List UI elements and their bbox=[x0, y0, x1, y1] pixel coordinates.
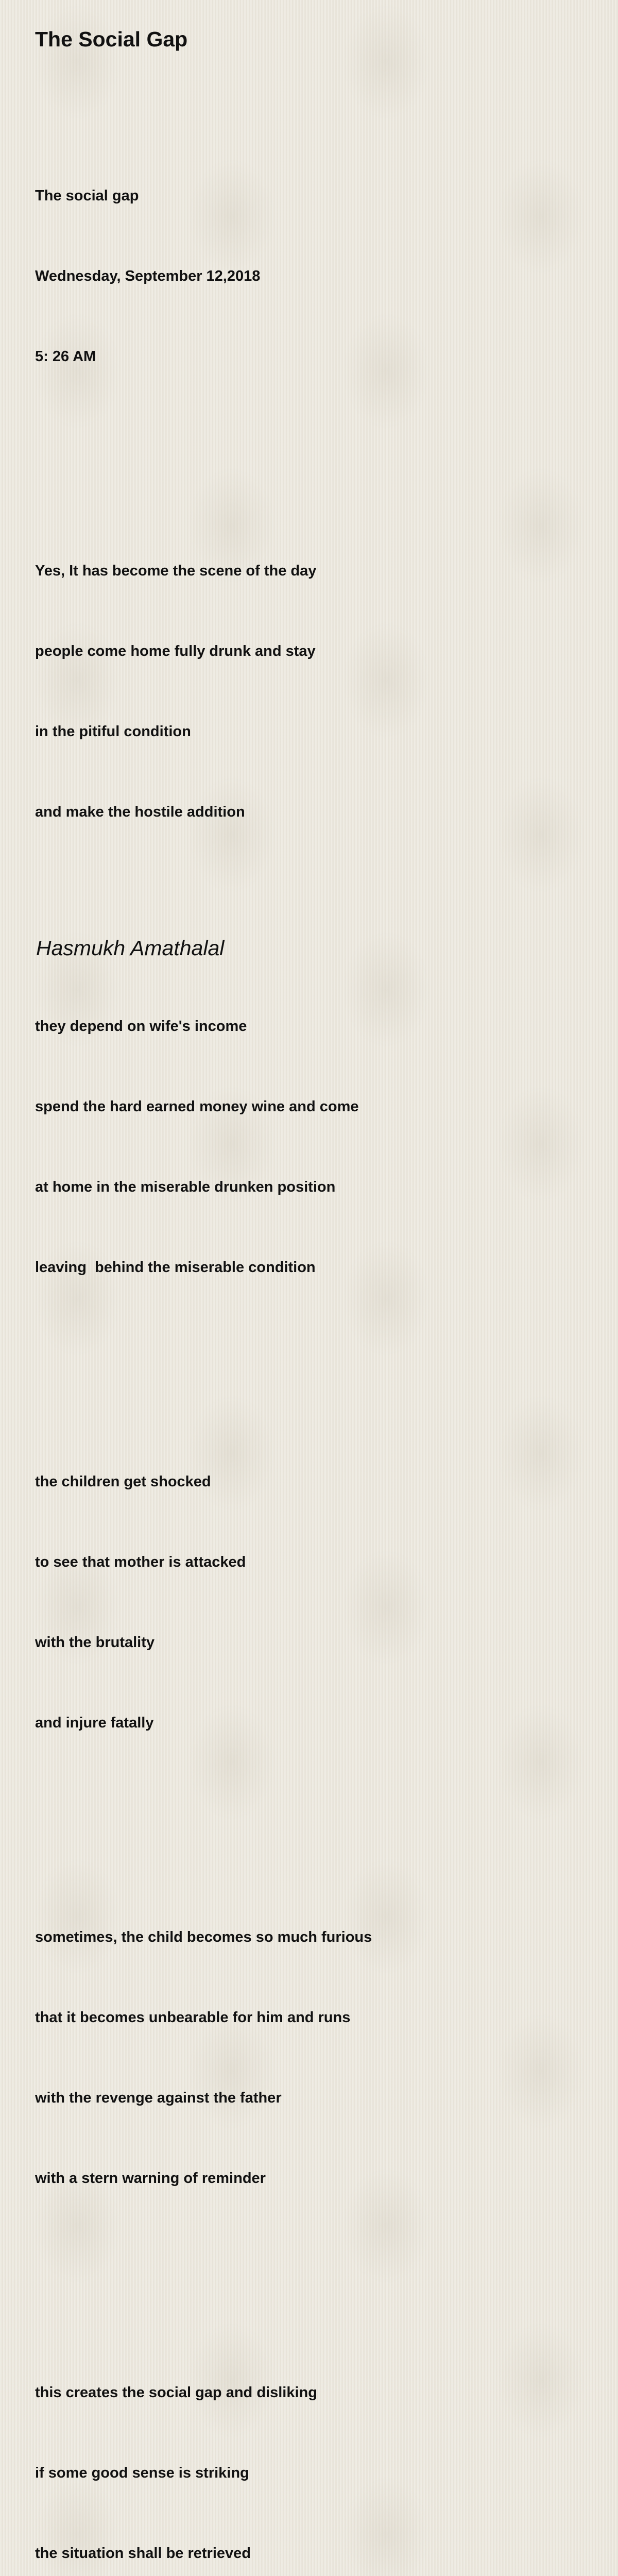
stanza-4 bbox=[35, 1870, 591, 2245]
poem-line: and make the hostile addition bbox=[35, 804, 245, 820]
poem-line: sometimes, the child becomes so much furious bbox=[35, 1929, 372, 1945]
poem-title: The Social Gap bbox=[35, 27, 188, 51]
poem-line: with the brutality bbox=[35, 1634, 154, 1651]
poem-line: with a stern warning of reminder bbox=[35, 2170, 266, 2187]
poem-line: this creates the social gap and disliking bbox=[35, 2384, 317, 2401]
poem-line: the situation shall be retrieved bbox=[35, 2545, 251, 2562]
stanza-5 bbox=[35, 2326, 591, 2576]
author-signature: Hasmukh Amathalal bbox=[36, 936, 225, 960]
poem-line: 5: 26 AM bbox=[35, 348, 96, 365]
stanza-1 bbox=[35, 504, 591, 879]
poem-line: that it becomes unbearable for him and runs bbox=[35, 2009, 351, 2026]
poem-line: if some good sense is striking bbox=[35, 2465, 249, 2481]
poem-line: at home in the miserable drunken position bbox=[35, 1179, 336, 1195]
poem-line: and injure fatally bbox=[35, 1715, 154, 1731]
stanza-header bbox=[35, 129, 591, 423]
poem-line: spend the hard earned money wine and come bbox=[35, 1098, 359, 1115]
stanza-3 bbox=[35, 1415, 591, 1790]
poem-line: Yes, It has become the scene of the day bbox=[35, 563, 317, 579]
poem-line: people come home fully drunk and stay bbox=[35, 643, 316, 659]
poem-line: they depend on wife's income bbox=[35, 1018, 247, 1035]
poem-line: the children get shocked bbox=[35, 1473, 211, 1490]
poem-page bbox=[35, 26, 591, 2576]
poem-line: The social gap bbox=[35, 188, 139, 204]
stanza-2 bbox=[35, 959, 591, 1334]
poem-line: with the revenge against the father bbox=[35, 2090, 282, 2106]
poem-line: to see that mother is attacked bbox=[35, 1554, 246, 1570]
poem-line: in the pitiful condition bbox=[35, 723, 191, 740]
poem-line: leaving behind the miserable condition bbox=[35, 1259, 316, 1276]
poem-line: Wednesday, September 12,2018 bbox=[35, 268, 261, 284]
poem-body bbox=[35, 75, 591, 2576]
